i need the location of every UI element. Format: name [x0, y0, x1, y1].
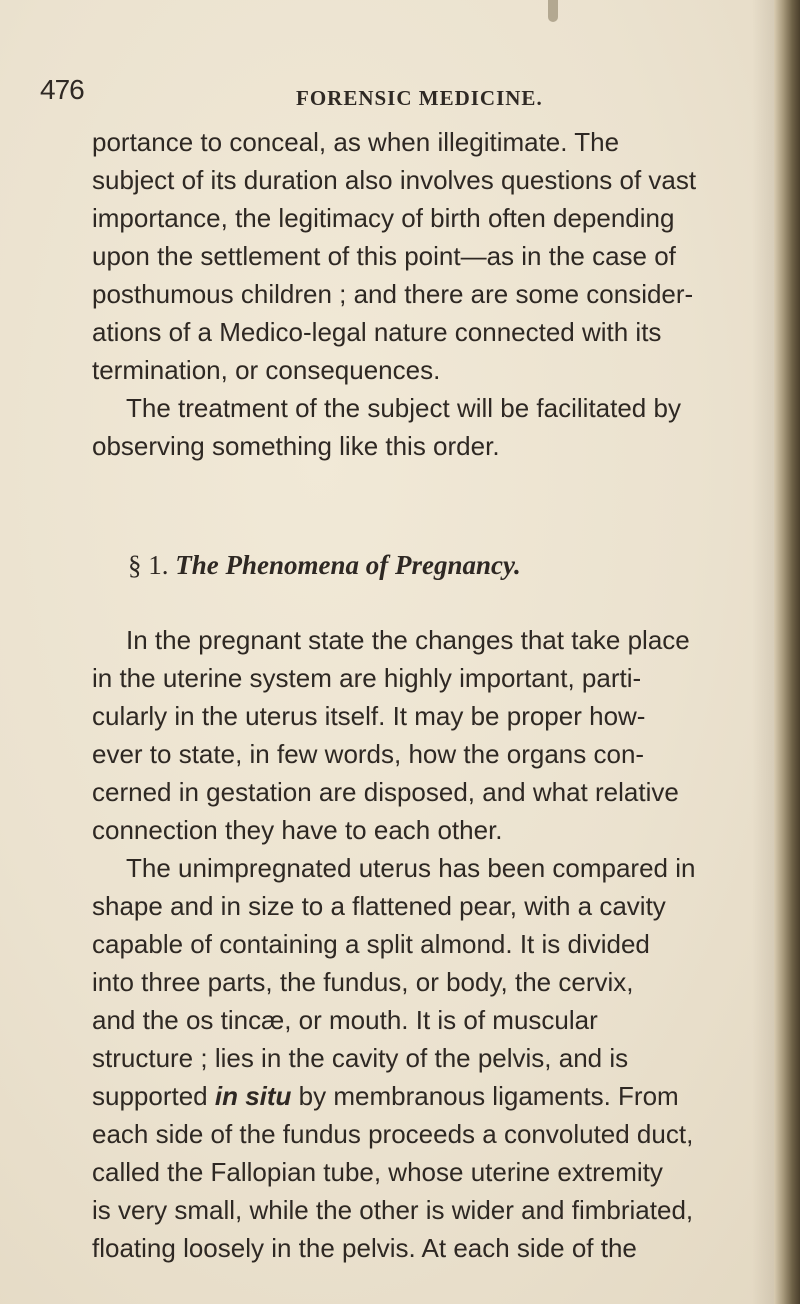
- text-line: ever to state, in few words, how the organs con-: [92, 739, 645, 769]
- text-line: capable of containing a split almond. It is divided: [92, 929, 650, 959]
- text-line: observing something like this order.: [92, 431, 500, 461]
- text-line: structure ; lies in the cavity of the pelvis, and is: [92, 1043, 629, 1073]
- text-line: into three parts, the fundus, or body, the cervix,: [92, 967, 634, 997]
- text-line: The treatment of the subject will be facilitated by: [126, 393, 681, 423]
- text-run: supported: [92, 1081, 215, 1111]
- ink-stain: [548, 0, 558, 22]
- text-line: each side of the fundus proceeds a convoluted duct,: [92, 1119, 694, 1149]
- text-line: termination, or consequences.: [92, 355, 441, 385]
- page-header: [40, 70, 740, 110]
- text-line: shape and in size to a flattened pear, with a cavity: [92, 891, 666, 921]
- text-line: in the uterine system are highly important, parti-: [92, 663, 642, 693]
- text-line: upon the settlement of this point—as in the case of: [92, 241, 676, 271]
- section-heading: [128, 550, 521, 581]
- text-line: In the pregnant state the changes that take place: [126, 625, 690, 655]
- text-line: ations of a Medico-legal nature connected with its: [92, 317, 662, 347]
- italic-term: in situ: [214, 1081, 292, 1111]
- page-number: 476: [40, 74, 84, 105]
- text-line: importance, the legitimacy of birth often depending: [92, 203, 675, 233]
- text-line: and the os tincæ, or mouth. It is of muscular: [92, 1005, 598, 1035]
- text-line: posthumous children ; and there are some consider-: [92, 279, 694, 309]
- text-line: The unimpregnated uterus has been compared in: [126, 853, 696, 883]
- text-line: connection they have to each other.: [92, 815, 503, 845]
- text-line: is very small, while the other is wider and fimbriated,: [92, 1195, 694, 1225]
- text-line: subject of its duration also involves questions of vast: [92, 165, 697, 195]
- text-run: by membranous ligaments. From: [291, 1081, 679, 1111]
- text-line: called the Fallopian tube, whose uterine extremity: [92, 1157, 663, 1187]
- text-line: floating loosely in the pelvis. At each side of the: [92, 1233, 637, 1263]
- text-line: cerned in gestation are disposed, and what relative: [92, 777, 679, 807]
- text-line: portance to conceal, as when illegitimate. The: [92, 127, 620, 157]
- section-title: The Phenomena of Pregnancy.: [175, 550, 521, 580]
- running-head: FORENSIC MEDICINE.: [296, 86, 543, 110]
- text-line: cularly in the uterus itself. It may be proper how-: [92, 701, 646, 731]
- text-line-with-italic: [92, 1078, 752, 1114]
- section-mark: § 1.: [128, 550, 169, 580]
